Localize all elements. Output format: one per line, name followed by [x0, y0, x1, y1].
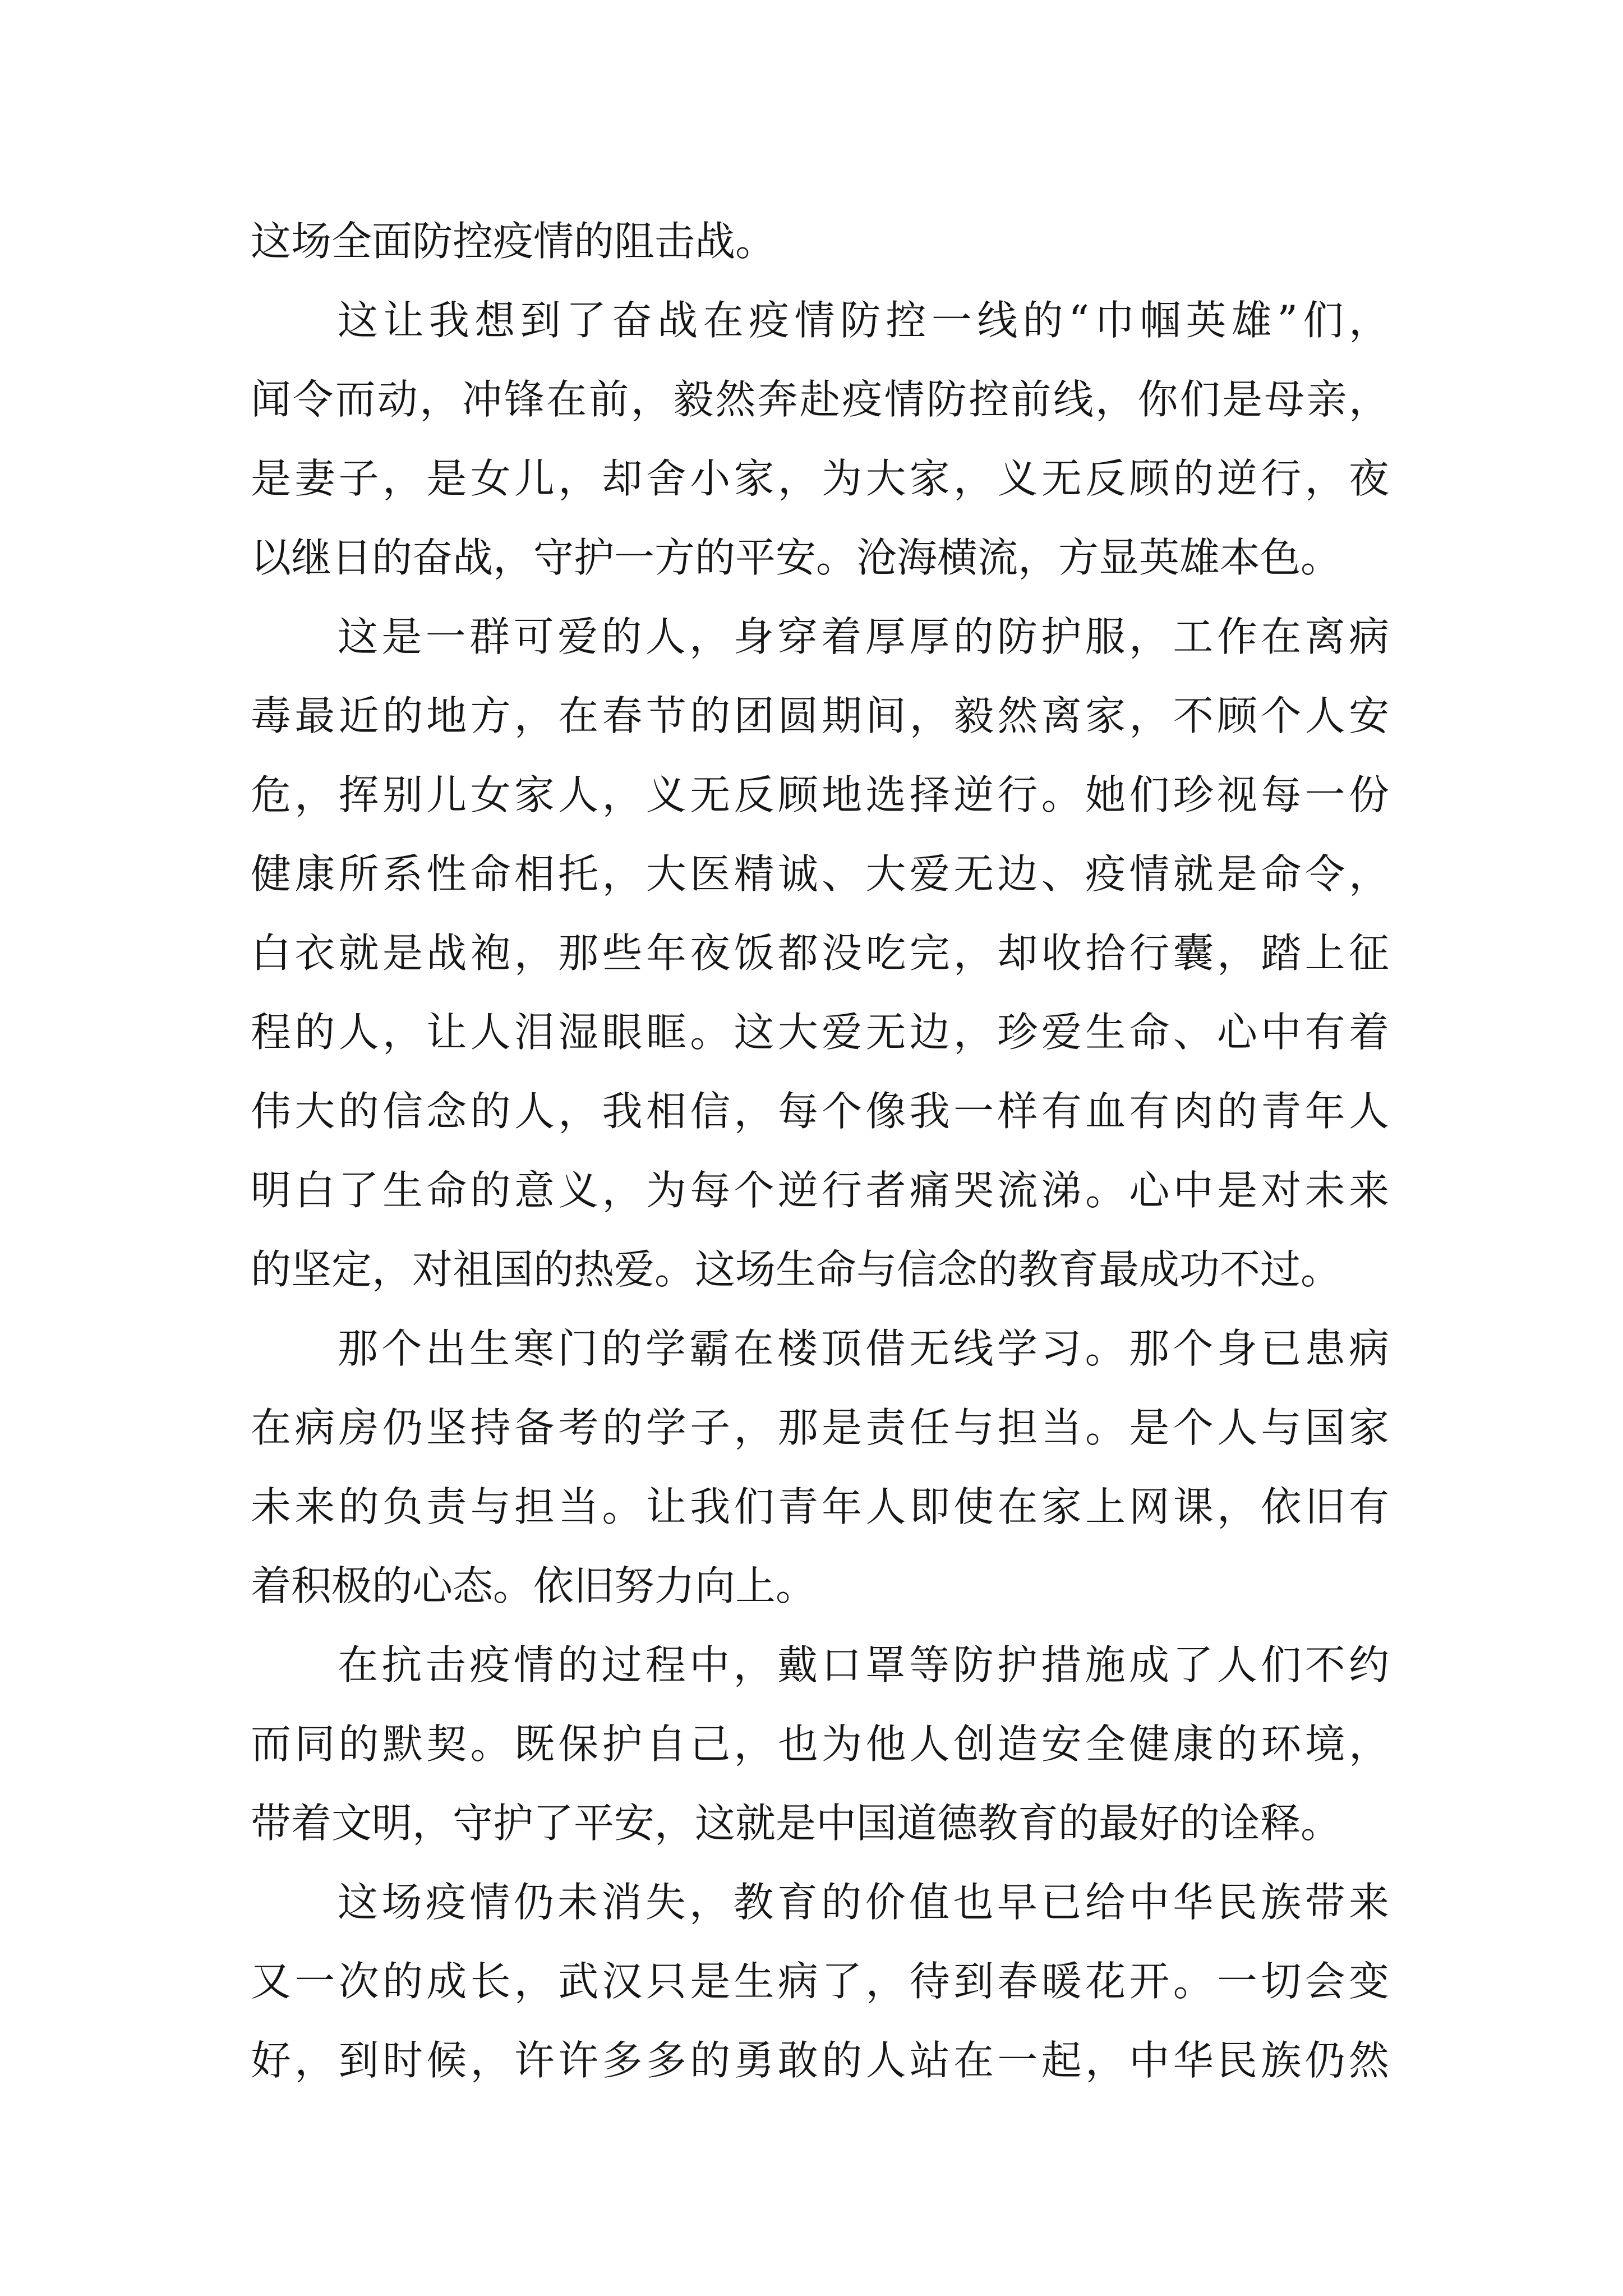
text-line: 是妻子，是女儿，却舍小家，为大家，义无反顾的逆行，夜: [251, 455, 1389, 502]
document-body: [251, 202, 1389, 2100]
text-line: 而同的默契。既保护自己，也为他人创造安全健康的环境，: [251, 1720, 1389, 1768]
text-line: 在病房仍坚持备考的学子，那是责任与担当。是个人与国家: [251, 1404, 1389, 1451]
text-line: 明白了生命的意义，为每个逆行者痛哭流涕。心中是对未来: [251, 1167, 1389, 1214]
text-line: 未来的负责与担当。让我们青年人即使在家上网课，依旧有: [251, 1483, 1389, 1530]
text-line: 闻令而动，冲锋在前，毅然奔赴疫情防控前线，你们是母亲，: [251, 376, 1389, 423]
text-line: 带着文明，守护了平安，这就是中国道德教育的最好的诠释。: [251, 1800, 1341, 1847]
text-line: 这场全面防控疫情的阻击战。: [251, 218, 776, 265]
text-line: 伟大的信念的人，我相信，每个像我一样有血有肉的青年人: [251, 1088, 1389, 1135]
text-line: 好，到时候，许许多多的勇敢的人站在一起，中华民族仍然: [251, 2037, 1389, 2084]
text-line: 在抗击疫情的过程中，戴口罩等防护措施成了人们不约: [338, 1641, 1389, 1688]
text-line: 白衣就是战袍，那些年夜饭都没吃完，却收拾行囊，踏上征: [251, 930, 1389, 977]
text-line: 这是一群可爱的人，身穿着厚厚的防护服，工作在离病: [338, 613, 1389, 660]
text-line: 那个出生寒门的学霸在楼顶借无线学习。那个身已患病: [338, 1325, 1389, 1372]
text-line: 以继日的奋战，守护一方的平安。沧海横流，方显英雄本色。: [251, 534, 1341, 581]
text-line: 毒最近的地方，在春节的团圆期间，毅然离家，不顾个人安: [251, 692, 1389, 739]
text-line: 程的人，让人泪湿眼眶。这大爱无边，珍爱生命、心中有着: [251, 1009, 1389, 1056]
text-line: 着积极的心态。依旧努力向上。: [251, 1562, 817, 1609]
text-line: 又一次的成长，武汉只是生病了，待到春暖花开。一切会变: [251, 1958, 1389, 2005]
text-line: 这场疫情仍未消失，教育的价值也早已给中华民族带来: [338, 1879, 1389, 1926]
text-line: 健康所系性命相托，大医精诚、大爱无边、疫情就是命令，: [251, 850, 1389, 898]
text-line: 这让我想到了奋战在疫情防控一线的“巾帼英雄”们，: [338, 297, 1389, 344]
text-line: 的坚定，对祖国的热爱。这场生命与信念的教育最成功不过。: [251, 1246, 1341, 1293]
text-line: 危，挥别儿女家人，义无反顾地选择逆行。她们珍视每一份: [251, 771, 1389, 818]
